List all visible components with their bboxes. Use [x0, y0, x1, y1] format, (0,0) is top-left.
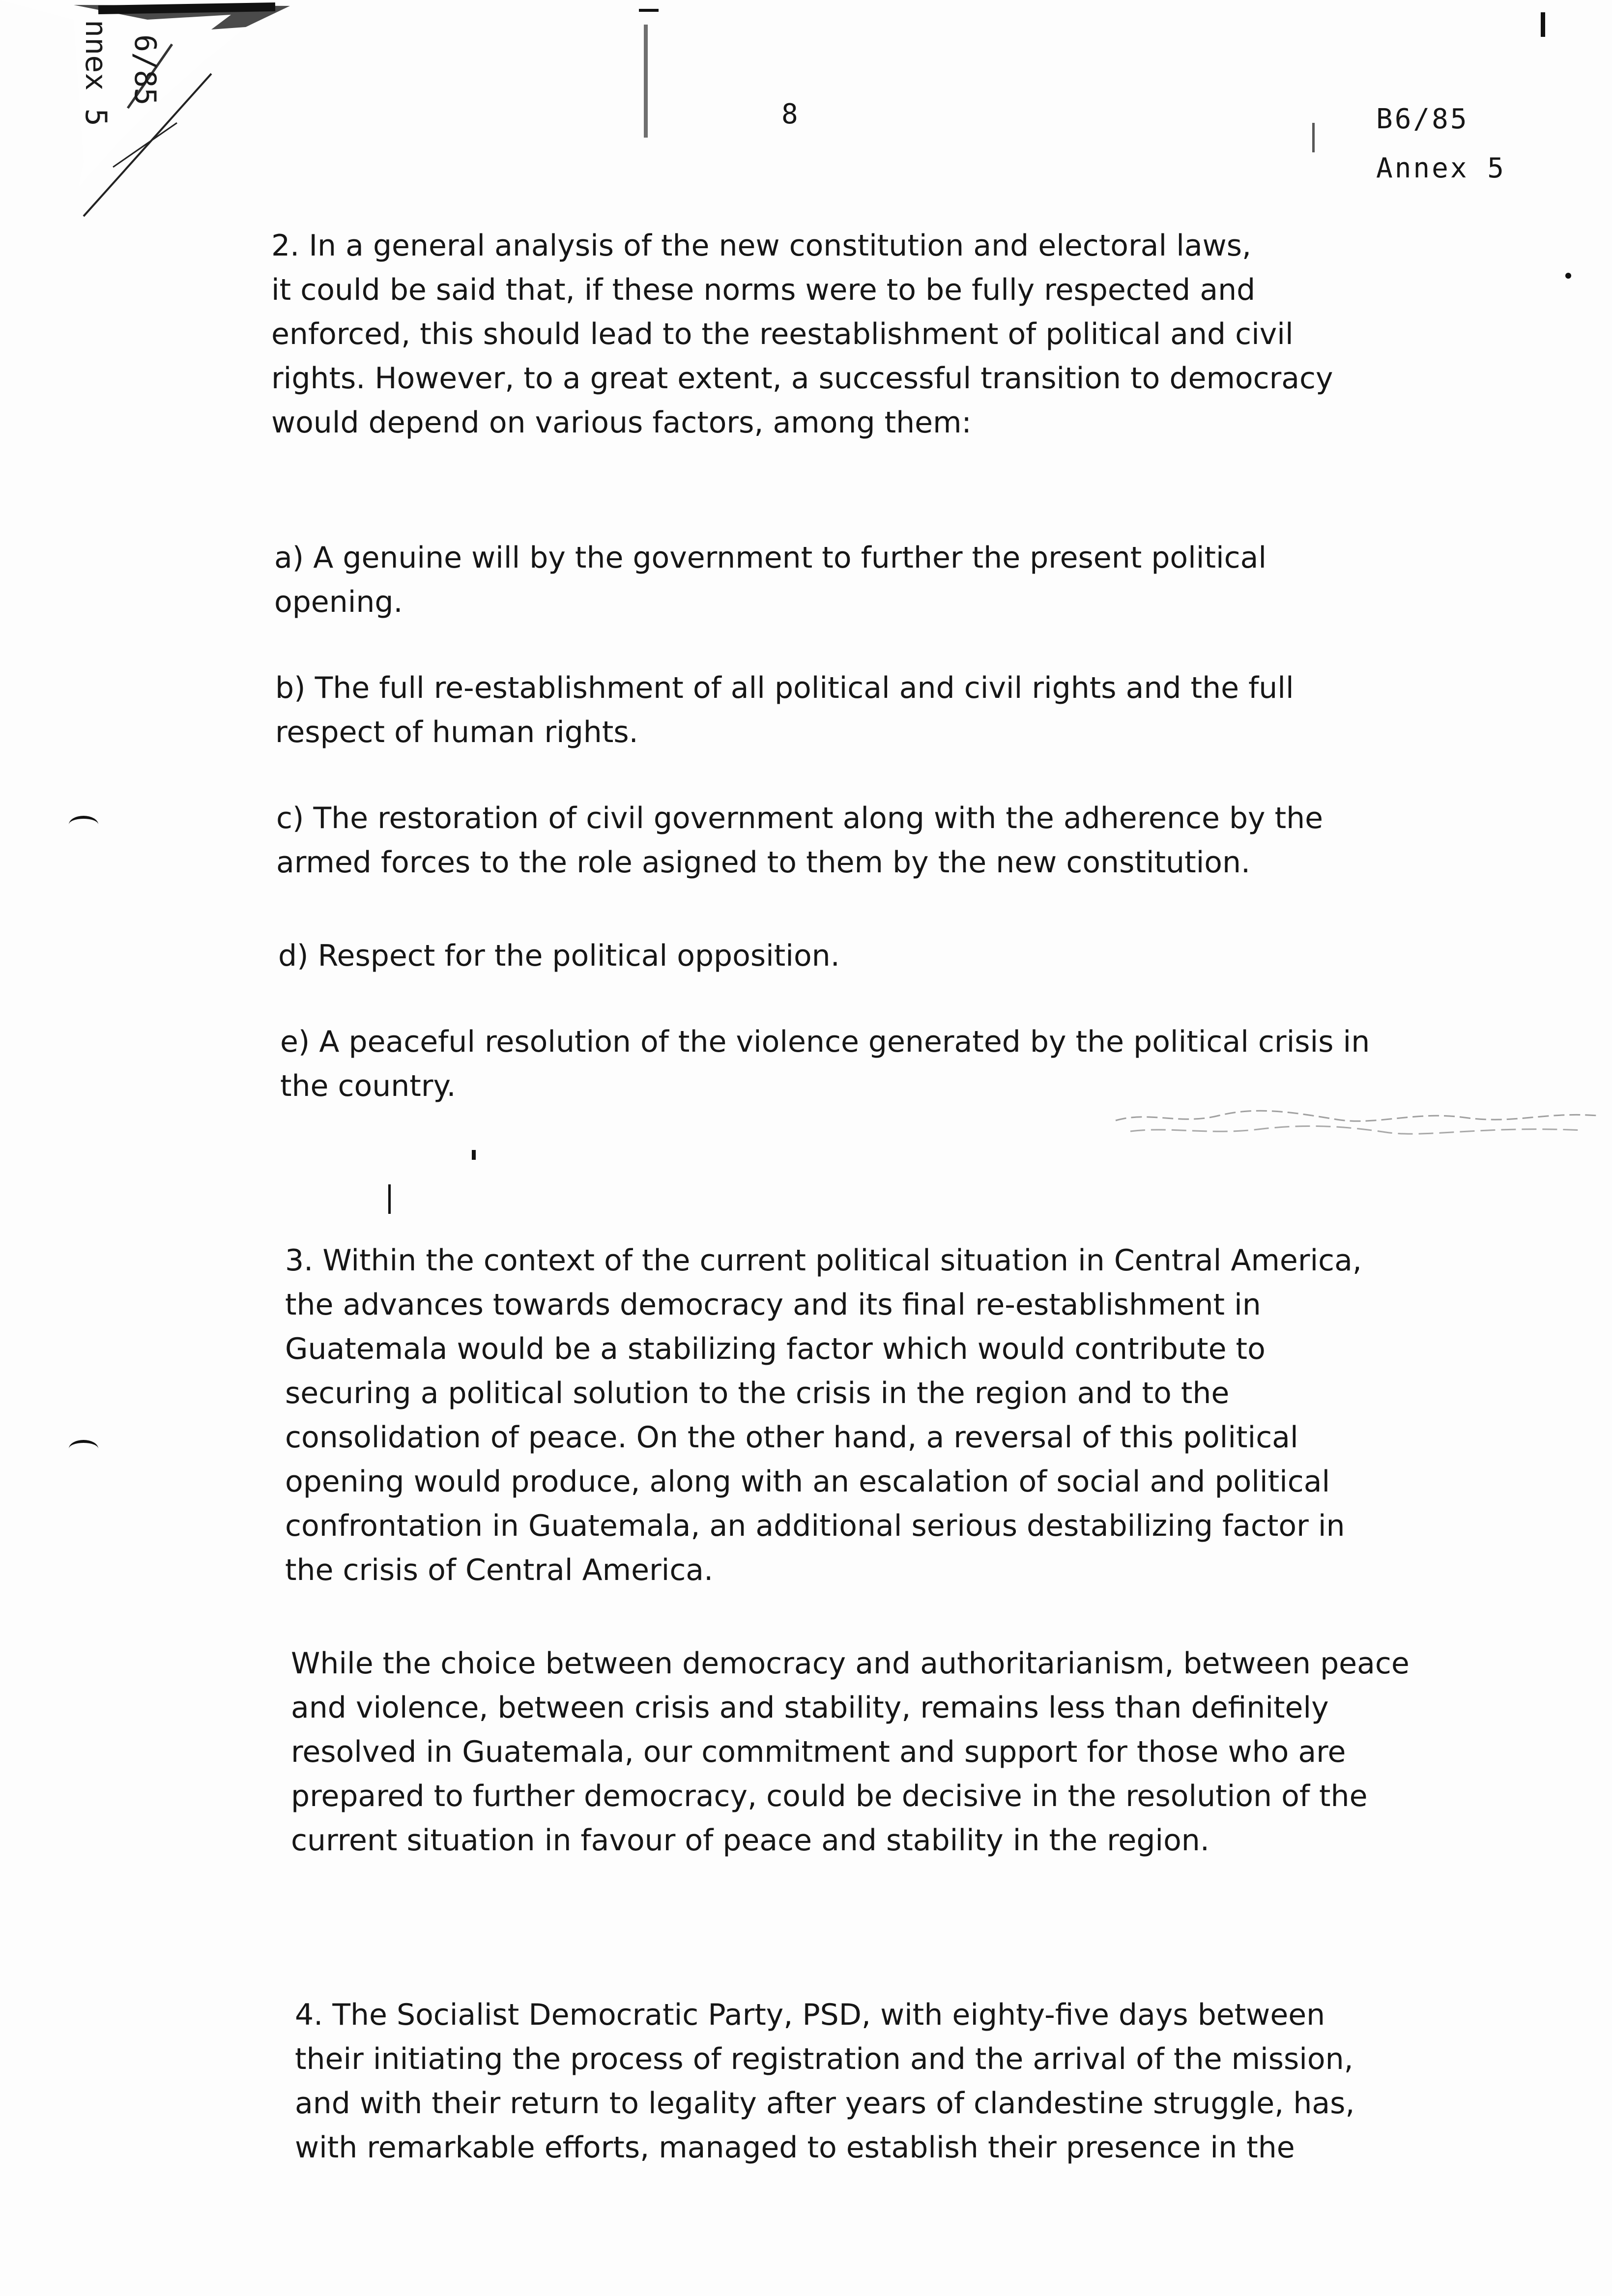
text-line: current situation in favour of peace and stability in the region.: [291, 1823, 1209, 1858]
scan-mark: [639, 9, 659, 12]
left-margin-mark: [69, 816, 98, 833]
text-line: d) Respect for the political opposition.: [278, 939, 840, 973]
text-line: 2. In a general analysis of the new constitution and electoral laws,: [271, 229, 1252, 263]
text-line: opening.: [274, 585, 403, 619]
paragraph-3-continuation: [291, 1641, 1410, 1863]
page-number: 8: [781, 98, 798, 130]
corner-fragment-reference: 6/85: [128, 34, 162, 106]
text-line: While the choice between democracy and authoritarianism, between peace: [291, 1646, 1410, 1681]
text-line: rights. However, to a great extent, a successful transition to democracy: [271, 361, 1333, 396]
text-line: securing a political solution to the crisis in the region and to the: [285, 1376, 1230, 1410]
text-line: e) A peaceful resolution of the violence generated by the political crisis in: [280, 1025, 1370, 1059]
scan-mark: [388, 1184, 391, 1214]
factor-a: [274, 536, 1267, 624]
scan-mark: [472, 1150, 476, 1160]
text-line: armed forces to the role asigned to them by the new constitution.: [276, 845, 1251, 880]
text-line: opening would produce, along with an escalation of social and political: [285, 1464, 1330, 1499]
text-line: enforced, this should lead to the reestablishment of political and civil: [271, 317, 1294, 351]
text-line: and violence, between crisis and stability, remains less than definitely: [291, 1691, 1329, 1725]
text-line: it could be said that, if these norms were to be fully respected and: [271, 273, 1256, 307]
text-line: respect of human rights.: [275, 715, 638, 749]
text-line: resolved in Guatemala, our commitment and support for those who are: [291, 1735, 1346, 1769]
scan-mark: [1541, 12, 1545, 37]
scan-mark: [1312, 123, 1315, 152]
paragraph-2: [271, 224, 1333, 445]
text-line: and with their return to legality after years of clandestine struggle, has,: [295, 2086, 1355, 2121]
text-line: the country.: [280, 1069, 456, 1103]
text-line: a) A genuine will by the government to further the present political: [274, 541, 1267, 575]
factor-b: [275, 666, 1294, 754]
scan-mark: [644, 25, 648, 138]
corner-fragment-annex: nnex 5: [79, 20, 113, 126]
left-margin-mark: [69, 1440, 98, 1458]
annex-label: Annex 5: [1376, 152, 1506, 184]
text-line: b) The full re-establishment of all political and civil rights and the full: [275, 671, 1294, 705]
paragraph-3: [285, 1238, 1362, 1592]
text-line: their initiating the process of registration and the arrival of the mission,: [295, 2042, 1353, 2076]
text-line: would depend on various factors, among them:: [271, 405, 972, 440]
text-line: confrontation in Guatemala, an additional serious destabilizing factor in: [285, 1509, 1345, 1543]
text-line: c) The restoration of civil government along with the adherence by the: [276, 801, 1324, 835]
text-line: with remarkable efforts, managed to establish their presence in the: [295, 2130, 1295, 2165]
factor-c: [276, 796, 1323, 885]
text-line: the crisis of Central America.: [285, 1553, 714, 1587]
text-line: prepared to further democracy, could be decisive in the resolution of the: [291, 1779, 1368, 1813]
factor-d: [278, 934, 840, 978]
text-line: the advances towards democracy and its final re-establishment in: [285, 1288, 1261, 1322]
paragraph-4: [295, 1993, 1354, 2170]
factor-e: [280, 1020, 1370, 1108]
text-line: consolidation of peace. On the other hand, a reversal of this political: [285, 1420, 1298, 1455]
folded-corner-artifact: [0, 0, 344, 226]
text-line: Guatemala would be a stabilizing factor which would contribute to: [285, 1332, 1266, 1366]
scan-mark: [1565, 273, 1571, 279]
text-line: 3. Within the context of the current political situation in Central America,: [285, 1243, 1362, 1278]
text-line: 4. The Socialist Democratic Party, PSD, with eighty-five days between: [295, 1998, 1325, 2032]
document-reference: B6/85: [1376, 103, 1469, 135]
